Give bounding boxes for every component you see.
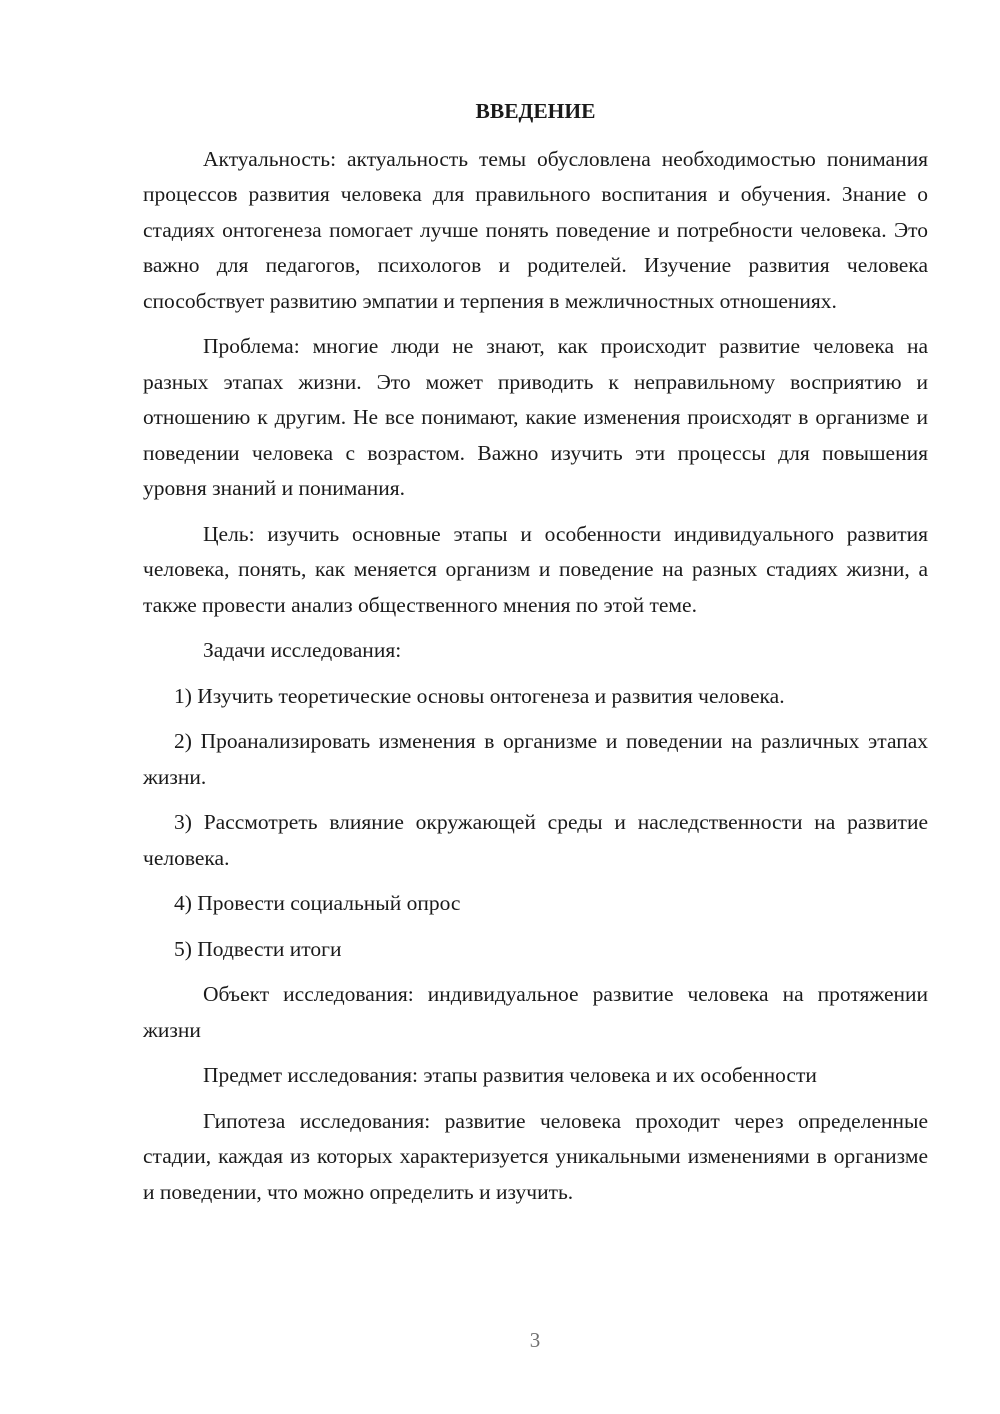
page-number: 3 <box>529 1328 541 1352</box>
object-paragraph: Объект исследования: индивидуальное развитие человека на протяжении жизни <box>143 982 928 1042</box>
goal-paragraph: Цель: изучить основные этапы и особенности индивидуального развития человека, понять, как меняется организм и поведение на разных стадиях жизни, а также провести анализ общественного мнения по этой теме. <box>143 521 928 617</box>
task-item: 2) Проанализировать изменения в организме и поведении на различных этапах жизни. <box>143 729 928 789</box>
section-heading: ВВЕДЕНИЕ <box>475 99 596 123</box>
page-content <box>143 94 928 1220</box>
hypothesis-paragraph: Гипотеза исследования: развитие человека проходит через определенные стадии, каждая из которых характеризуется уникальными изменениями в организме и поведении, что можно определить и изучить. <box>143 1108 928 1204</box>
subject-paragraph: Предмет исследования: этапы развития человека и их особенности <box>203 1063 817 1087</box>
task-item: 1) Изучить теоретические основы онтогенеза и развития человека. <box>174 683 785 708</box>
relevance-paragraph: Актуальность: актуальность темы обусловлена необходимостью понимания процессов развития человека для правильного воспитания и обучения. Знание о стадиях онтогенеза помогает лучше понять поведение и потребности человека. Это важно для педагогов, психологов и родителей. Изучение развития человека способствует развитию эмпатии и терпения в межличностных отношениях. <box>143 146 928 313</box>
task-item: 3) Рассмотреть влияние окружающей среды и наследственности на развитие человека. <box>143 810 928 870</box>
task-item: 4) Провести социальный опрос <box>174 891 461 915</box>
tasks-title: Задачи исследования: <box>203 638 402 662</box>
problem-paragraph: Проблема: многие люди не знают, как происходит развитие человека на разных этапах жизни. Это может приводить к неправильному восприятию и отношению к другим. Не все понимают, какие изменения происходят в организме и поведении человека с возрастом. Важно изучить эти процессы для повышения уровня знаний и понимания. <box>143 334 928 500</box>
task-item: 5) Подвести итоги <box>174 936 342 961</box>
